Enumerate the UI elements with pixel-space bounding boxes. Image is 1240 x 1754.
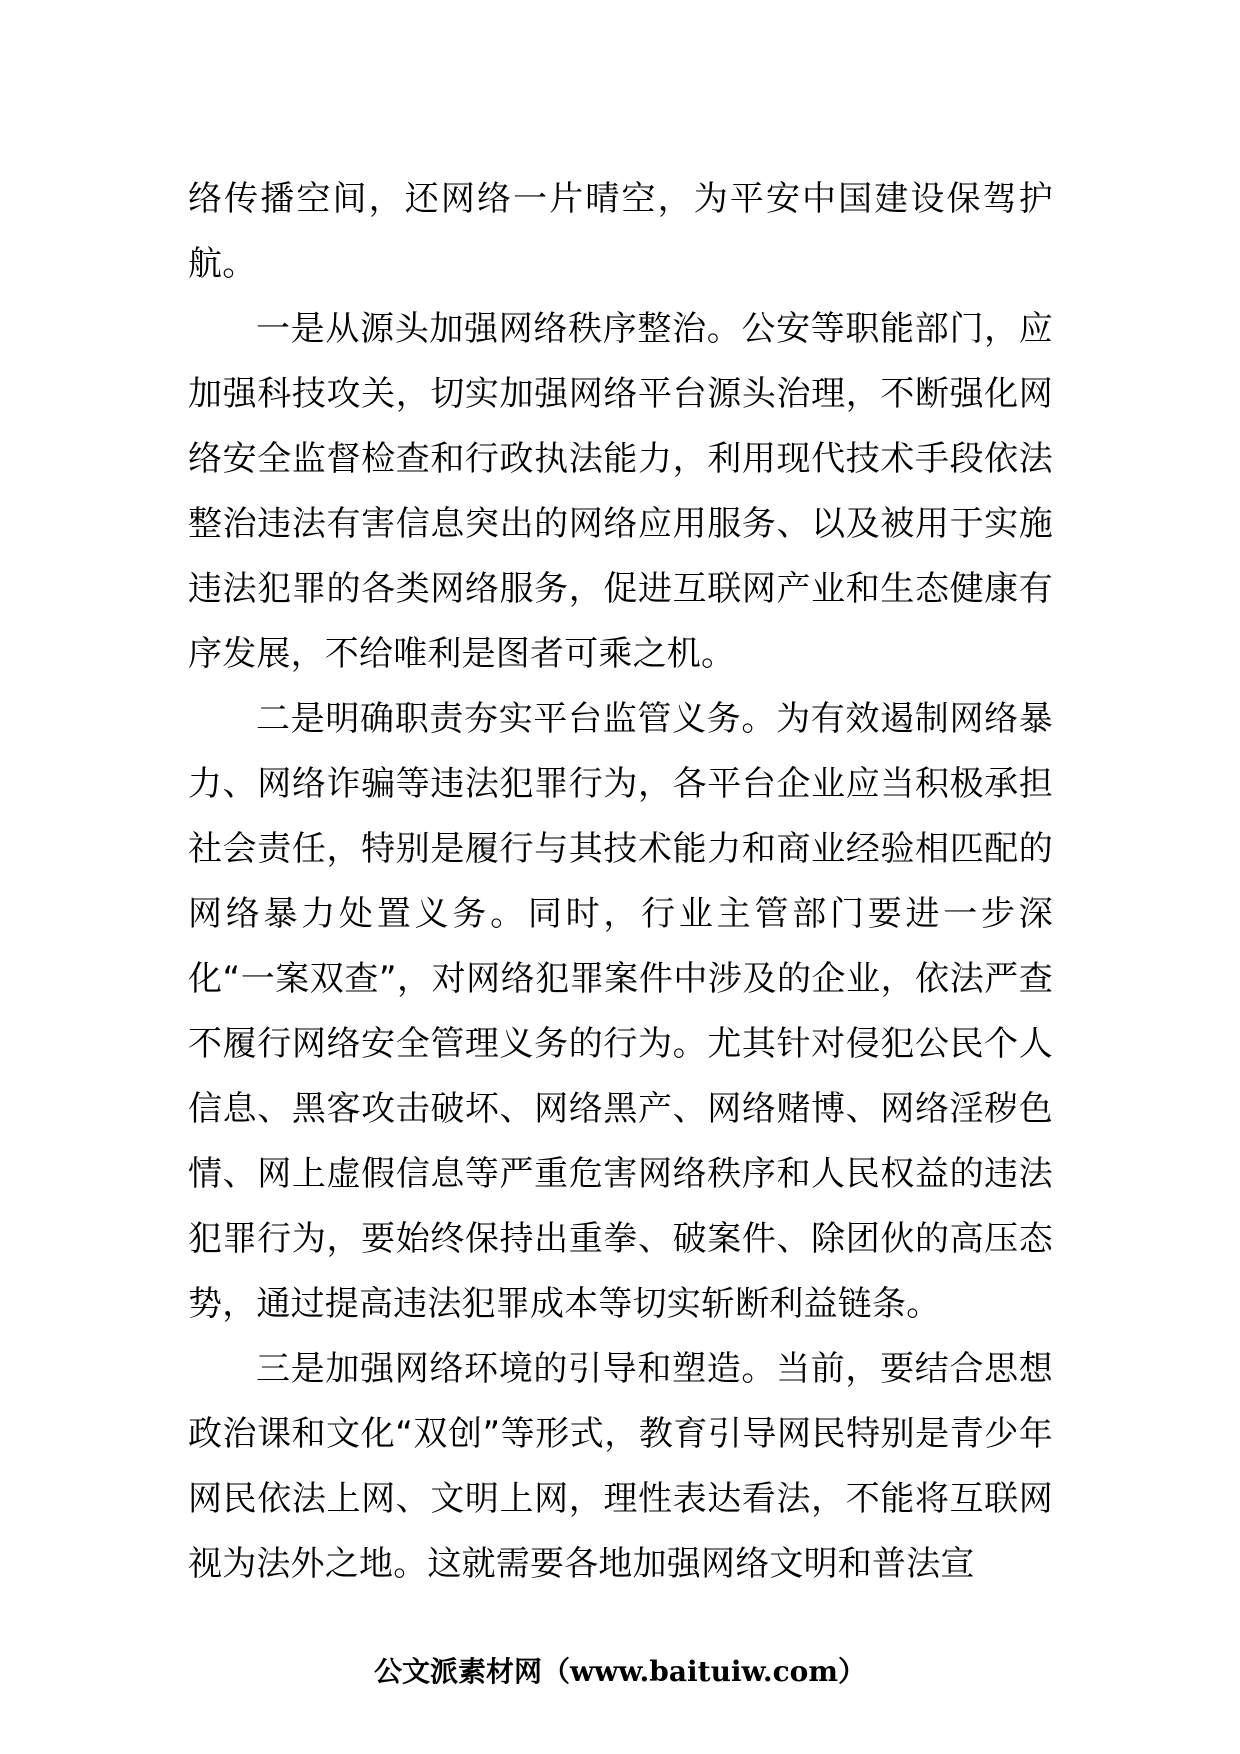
paragraph-4: 三是加强网络环境的引导和塑造。当前，要结合思想政治课和文化“双创”等形式，教育引导网民特别是青少年网民依法上网、文明上网，理性表达看法，不能将互联网视为法外之地。这就需要各地加强网络文明和普法宣 <box>188 1349 1053 1584</box>
document-body <box>188 167 1053 1597</box>
paragraph-1: 络传播空间，还网络一片晴空，为平安中国建设保驾护航。 <box>188 179 1053 284</box>
source-footer: 公文派素材网（www.baituiw.com） <box>374 1655 866 1688</box>
paragraph-2: 一是从源头加强网络秩序整治。公安等职能部门，应加强科技攻关，切实加强网络平台源头治理，不断强化网络安全监督检查和行政执法能力，利用现代技术手段依法整治违法有害信息突出的网络应用服务、以及被用于实施违法犯罪的各类网络服务，促进互联网产业和生态健康有序发展，不给唯利是图者可乘之机。 <box>188 309 1053 674</box>
paragraph-3: 二是明确职责夯实平台监管义务。为有效遏制网络暴力、网络诈骗等违法犯罪行为，各平台企业应当积极承担社会责任，特别是履行与其技术能力和商业经验相匹配的网络暴力处置义务。同时，行业主管部门要进一步深化“一案双查”，对网络犯罪案件中涉及的企业，依法严查不履行网络安全管理义务的行为。尤其针对侵犯公民个人信息、黑客攻击破坏、网络黑产、网络赌博、网络淫秽色情、网上虚假信息等严重危害网络秩序和人民权益的违法犯罪行为，要始终保持出重拳、破案件、除团伙的高压态势，通过提高违法犯罪成本等切实斩断利益链条。 <box>188 699 1053 1324</box>
